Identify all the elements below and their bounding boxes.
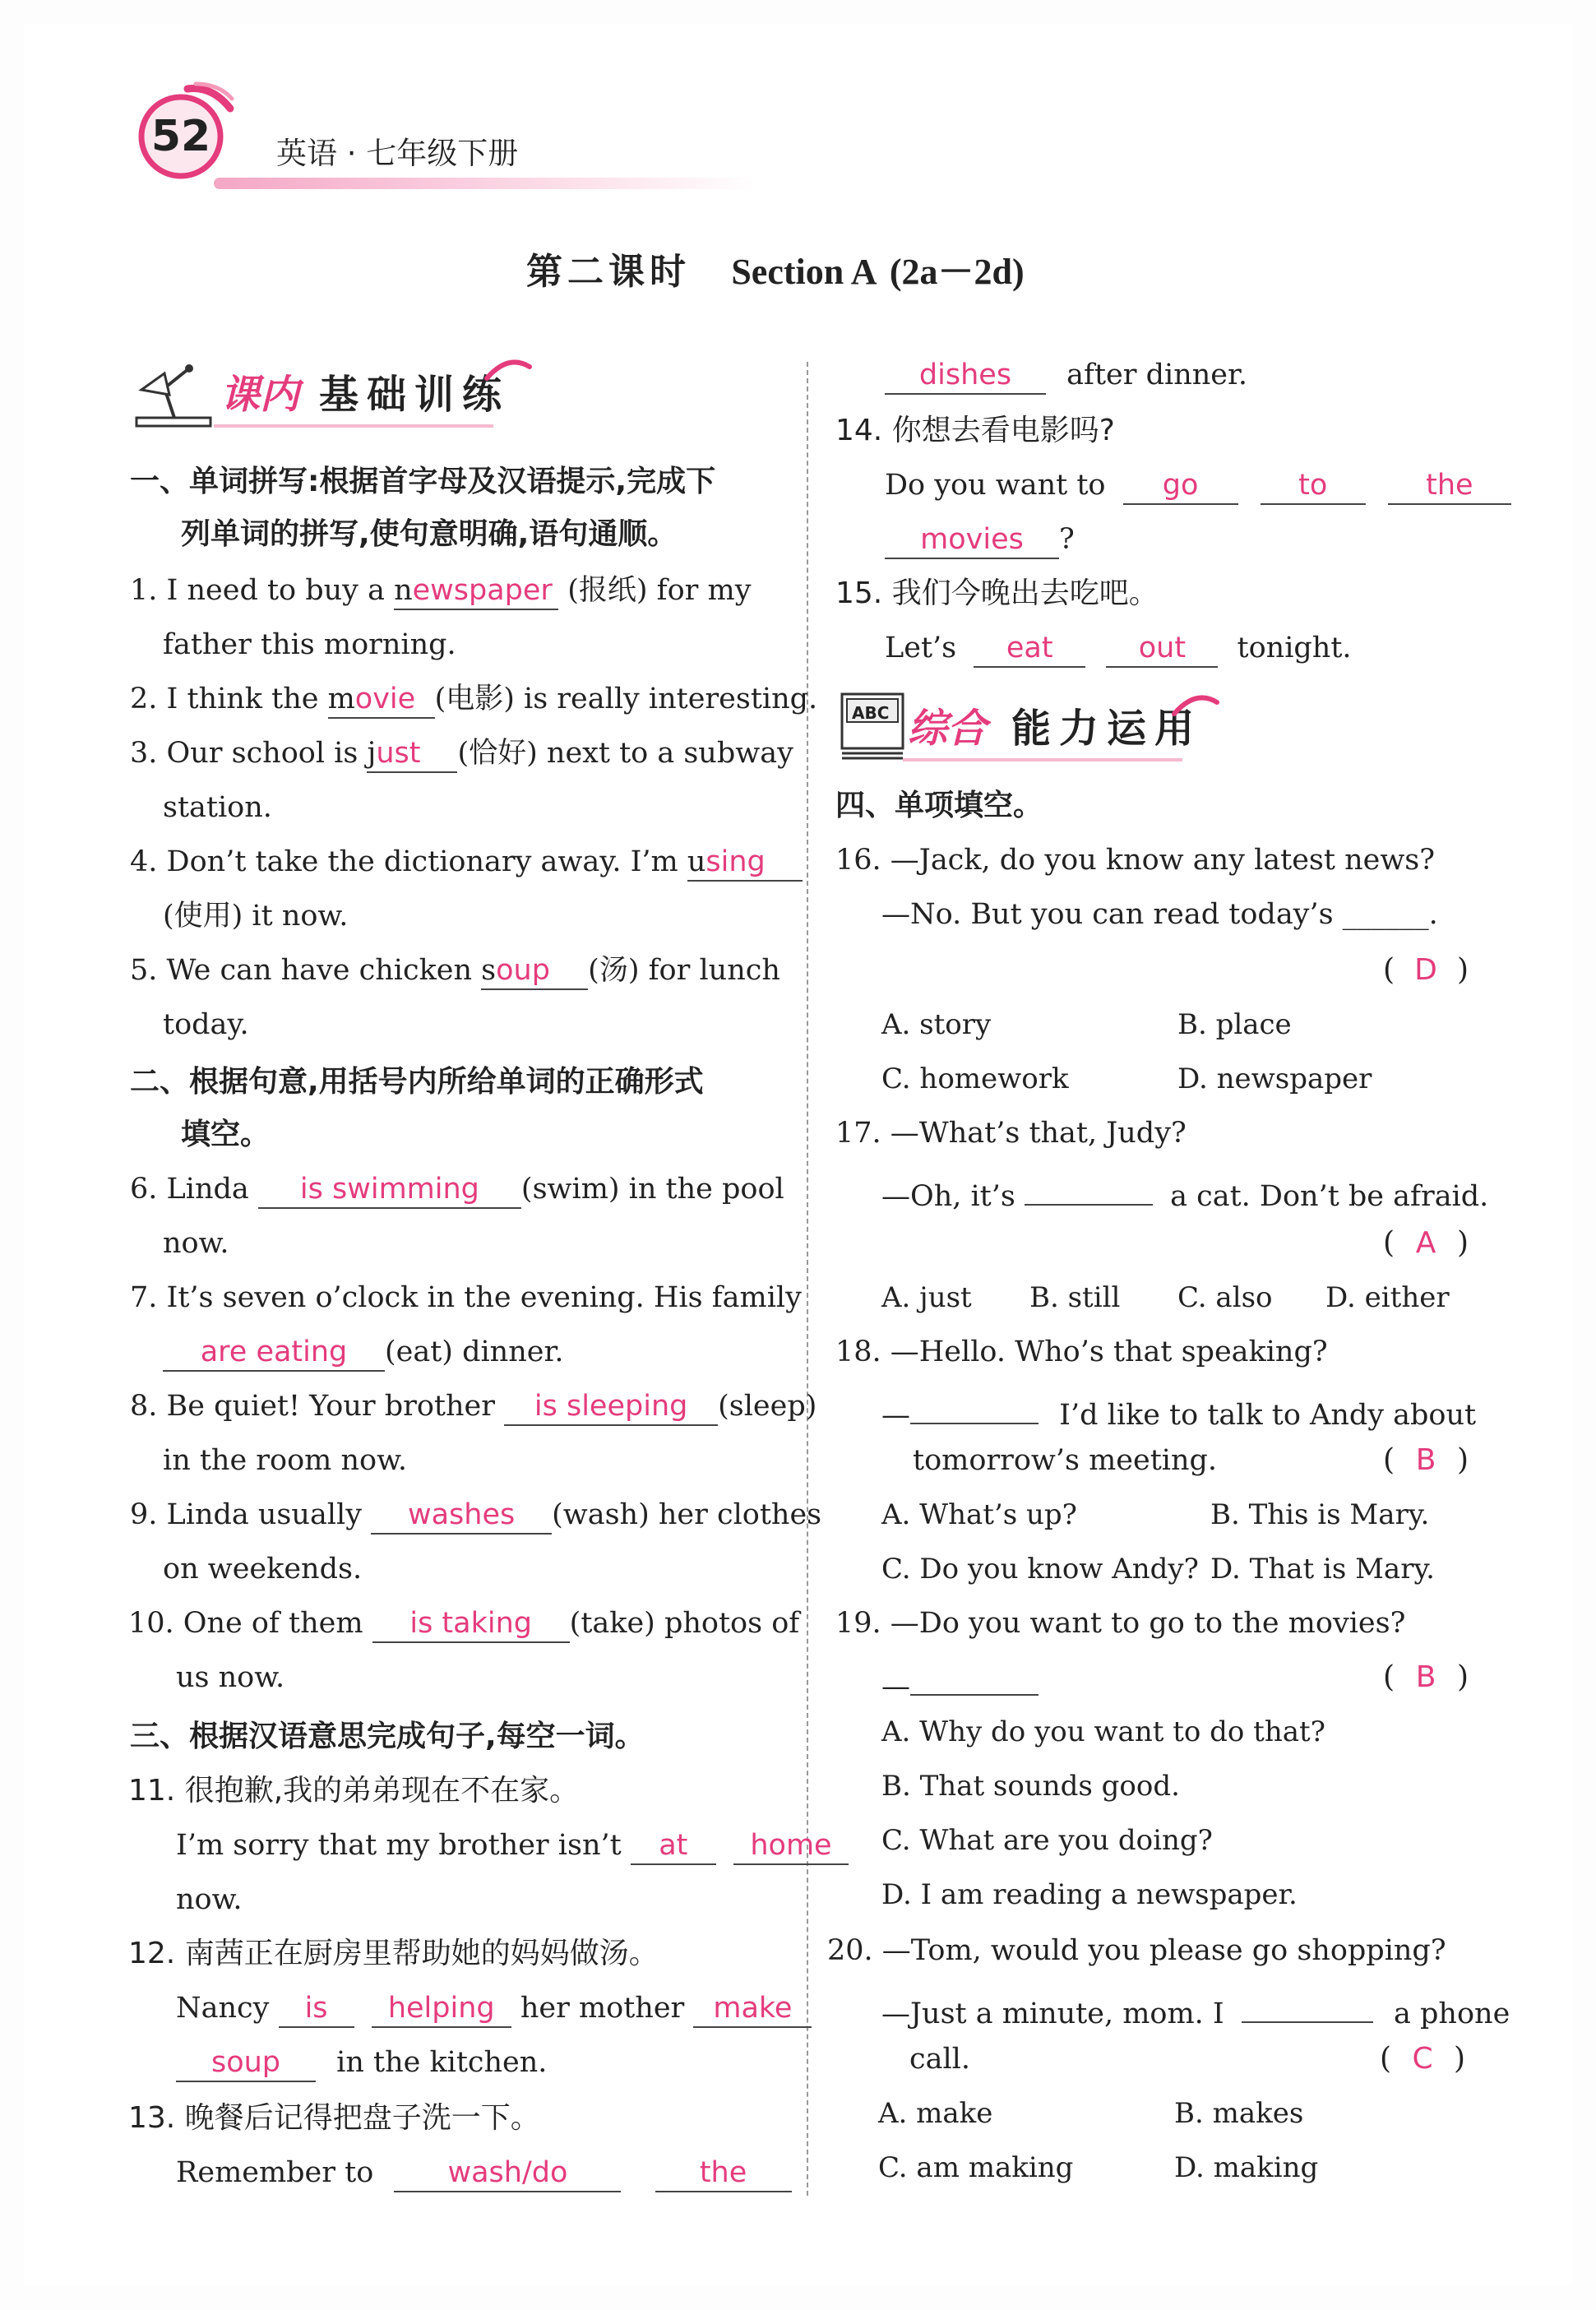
banner-basic-underline — [214, 424, 493, 428]
q7-line1: 7. It’s seven o’clock in the evening. His family — [130, 1281, 802, 1314]
q9-answer[interactable]: washes — [407, 1498, 516, 1531]
book-icon — [837, 686, 911, 765]
q3-line2: station. — [163, 791, 272, 824]
part4-heading: 四、单项填空。 — [835, 789, 1043, 822]
q18-answer[interactable]: B — [1415, 1443, 1436, 1477]
q19-answer[interactable]: B — [1415, 1660, 1436, 1694]
q18-answer-box: ( B ) — [1383, 1443, 1469, 1477]
q6-answer[interactable]: is swimming — [299, 1173, 479, 1206]
q8-answer[interactable]: is sleeping — [534, 1390, 688, 1423]
q15-cn: 15. 我们今晚出去吃吧。 — [835, 576, 1159, 610]
banner-basic-part2: 基础训练 — [319, 372, 511, 418]
q7-line2: are eating (eat) dinner. — [163, 1334, 564, 1372]
q13-answer2[interactable]: the — [699, 2156, 747, 2189]
q4-answer[interactable]: sing — [705, 845, 766, 878]
lesson-label: 第二课时 — [526, 251, 691, 293]
q10-answer[interactable]: is taking — [409, 1607, 532, 1640]
q12-answer4[interactable]: soup — [210, 2046, 281, 2079]
q13-line2: dishes after dinner. — [885, 357, 1247, 395]
q16-option-b[interactable]: B. place — [1177, 1008, 1292, 1041]
q19-line2: — — [881, 1660, 1039, 1705]
q13-answer3[interactable]: dishes — [918, 359, 1012, 391]
q20-option-d[interactable]: D. making — [1174, 2151, 1319, 2184]
q20-answer-box: ( C ) — [1380, 2042, 1466, 2076]
q17-option-c[interactable]: C. also — [1177, 1281, 1273, 1314]
banner-basic — [132, 354, 543, 436]
q17-line1: 17. —What’s that, Judy? — [835, 1117, 1187, 1150]
q6-line2: now. — [163, 1227, 229, 1260]
q15-line1: Let’s eat out tonight. — [885, 630, 1352, 668]
q19-answer-box: ( B ) — [1383, 1660, 1469, 1694]
q14-cn: 14. 你想去看电影吗? — [835, 414, 1115, 447]
q19-line1: 19. —Do you want to go to the movies? — [835, 1607, 1406, 1640]
q1-answer[interactable]: ewspaper — [412, 574, 553, 607]
q18-line2: — I’d like to talk to Andy about — [881, 1388, 1476, 1433]
book-icon-label: ABC — [852, 703, 890, 723]
q1-line1: 1. I need to buy a newspaper (报纸) for my — [130, 572, 752, 610]
q12-answer3[interactable]: make — [713, 1992, 793, 2025]
q11-answer2[interactable]: home — [750, 1829, 832, 1862]
part1-heading-line1: 一、单词拼写:根据首字母及汉语提示,完成下 — [130, 465, 716, 498]
q17-option-b[interactable]: B. still — [1029, 1281, 1121, 1314]
banner-ability-underline — [903, 758, 1182, 762]
part2-heading-line2: 填空。 — [181, 1118, 271, 1151]
q20-line2: —Just a minute, mom. I a phone — [881, 1987, 1510, 2032]
q20-option-a[interactable]: A. make — [878, 2097, 993, 2130]
lamp-icon — [132, 354, 214, 436]
q20-answer[interactable]: C — [1412, 2042, 1433, 2076]
q6-line1: 6. Linda is swimming (swim) in the pool — [130, 1171, 784, 1209]
q20-line1: 20. —Tom, would you please go shopping? — [827, 1934, 1446, 1967]
q13-answer1[interactable]: wash/do — [447, 2156, 568, 2189]
subject-title: 英语 · 七年级下册 — [276, 136, 519, 171]
q14-answer2[interactable]: to — [1298, 469, 1328, 502]
q5-line1: 5. We can have chicken soup (汤) for lunch — [130, 952, 780, 990]
q17-option-a[interactable]: A. just — [881, 1281, 972, 1314]
q4-line2: (使用) it now. — [163, 900, 349, 933]
q2-answer[interactable]: ovie — [354, 683, 416, 715]
column-divider — [807, 362, 808, 2196]
part1-heading-line2: 列单词的拼写,使句意明确,语句通顺。 — [181, 517, 678, 551]
q18-line3: tomorrow’s meeting. — [913, 1444, 1218, 1477]
q3-line1: 3. Our school is just (恰好) next to a subway — [130, 735, 793, 773]
page-number-badge — [133, 81, 235, 183]
q17-option-d[interactable]: D. either — [1325, 1281, 1450, 1314]
q19-option-b[interactable]: B. That sounds good. — [881, 1770, 1180, 1803]
q8-line1: 8. Be quiet! Your brother is sleeping (sleep) — [130, 1388, 817, 1426]
header-underline — [214, 178, 756, 189]
q13-line1: Remember to wash/do the — [176, 2155, 792, 2192]
q12-line1: Nancy is helping her mother make — [176, 1990, 812, 2028]
q11-line1: I’m sorry that my brother isn’t at home — [176, 1827, 849, 1865]
q12-cn: 12. 南茜正在厨房里帮助她的妈妈做汤。 — [128, 1937, 659, 1970]
q10-line2: us now. — [176, 1661, 285, 1694]
q13-cn: 13. 晚餐后记得把盘子洗一下。 — [128, 2101, 540, 2135]
q18-option-c[interactable]: C. Do you know Andy? — [881, 1553, 1199, 1586]
q14-answer1[interactable]: go — [1162, 469, 1199, 502]
q9-line1: 9. Linda usually washes (wash) her clothes — [130, 1497, 821, 1535]
section-label: Section A — [731, 252, 877, 292]
q11-cn: 11. 很抱歉,我的弟弟现在不在家。 — [128, 1774, 580, 1808]
page-number: 52 — [150, 112, 211, 161]
q11-answer1[interactable]: at — [659, 1829, 688, 1862]
q16-option-a[interactable]: A. story — [881, 1008, 992, 1041]
q18-option-d[interactable]: D. That is Mary. — [1210, 1553, 1435, 1586]
q10-line1: 10. One of them is taking (take) photos of — [128, 1605, 799, 1643]
q18-option-a[interactable]: A. What’s up? — [881, 1498, 1077, 1531]
q3-answer[interactable]: ust — [376, 737, 421, 770]
q17-answer-box: ( A ) — [1383, 1226, 1469, 1260]
q14-answer3[interactable]: the — [1426, 469, 1473, 502]
section-range: (2a－2d) — [889, 252, 1025, 292]
banner-ability — [837, 686, 1248, 768]
banner-ability-part2: 能力运用 — [1011, 706, 1203, 752]
swoosh-icon — [1171, 689, 1220, 722]
q1-line2: father this morning. — [163, 628, 456, 661]
q11-line2: now. — [176, 1883, 243, 1916]
q16-option-c[interactable]: C. homework — [881, 1062, 1069, 1095]
q16-answer-box: ( D ) — [1383, 953, 1469, 987]
q9-line2: on weekends. — [163, 1553, 363, 1586]
q20-option-c[interactable]: C. am making — [878, 2151, 1074, 2184]
q19-option-d[interactable]: D. I am reading a newspaper. — [881, 1878, 1298, 1911]
q20-option-b[interactable]: B. makes — [1174, 2097, 1304, 2130]
q14-line1: Do you want to go to the — [885, 467, 1511, 505]
q12-answer2[interactable]: helping — [387, 1992, 495, 2025]
q8-line2: in the room now. — [163, 1444, 408, 1477]
q20-line3: call. — [909, 2043, 970, 2076]
q7-answer[interactable]: are eating — [200, 1336, 348, 1368]
q2-line1: 2. I think the movie (电影) is really interesting. — [130, 681, 817, 719]
part3-heading: 三、根据汉语意思完成句子,每空一词。 — [130, 1720, 645, 1753]
swoosh-icon — [483, 354, 533, 387]
part2-heading-line1: 二、根据句意,用括号内所给单词的正确形式 — [130, 1065, 704, 1099]
q18-option-b[interactable]: B. This is Mary. — [1210, 1498, 1430, 1531]
banner-ability-part1: 综合 — [908, 706, 988, 752]
q16-answer[interactable]: D — [1414, 953, 1437, 987]
q14-answer4[interactable]: movies — [920, 523, 1024, 556]
q16-option-d[interactable]: D. newspaper — [1177, 1062, 1372, 1095]
q15-answer1[interactable]: eat — [1006, 632, 1053, 664]
q5-answer[interactable]: oup — [496, 954, 550, 987]
q12-line2: soup in the kitchen. — [176, 2044, 547, 2082]
q4-line1: 4. Don’t take the dictionary away. I’m using — [130, 844, 803, 882]
q5-line2: today. — [163, 1008, 249, 1041]
q19-option-c[interactable]: C. What are you doing? — [881, 1824, 1213, 1857]
q14-line2: movies ? — [885, 521, 1075, 559]
q12-answer1[interactable]: is — [304, 1992, 328, 2025]
q17-answer[interactable]: A — [1415, 1226, 1436, 1260]
q15-answer2[interactable]: out — [1138, 632, 1187, 664]
lesson-title — [526, 248, 1025, 296]
q17-line2: —Oh, it’s a cat. Don’t be afraid. — [881, 1169, 1488, 1215]
q19-option-a[interactable]: A. Why do you want to do that? — [881, 1715, 1325, 1748]
q18-line1: 18. —Hello. Who’s that speaking? — [835, 1336, 1328, 1368]
q16-line1: 16. —Jack, do you know any latest news? — [835, 844, 1436, 877]
banner-basic-part1: 课内 — [220, 372, 300, 418]
q16-line2: —No. But you can read today’s ______. — [881, 898, 1438, 931]
